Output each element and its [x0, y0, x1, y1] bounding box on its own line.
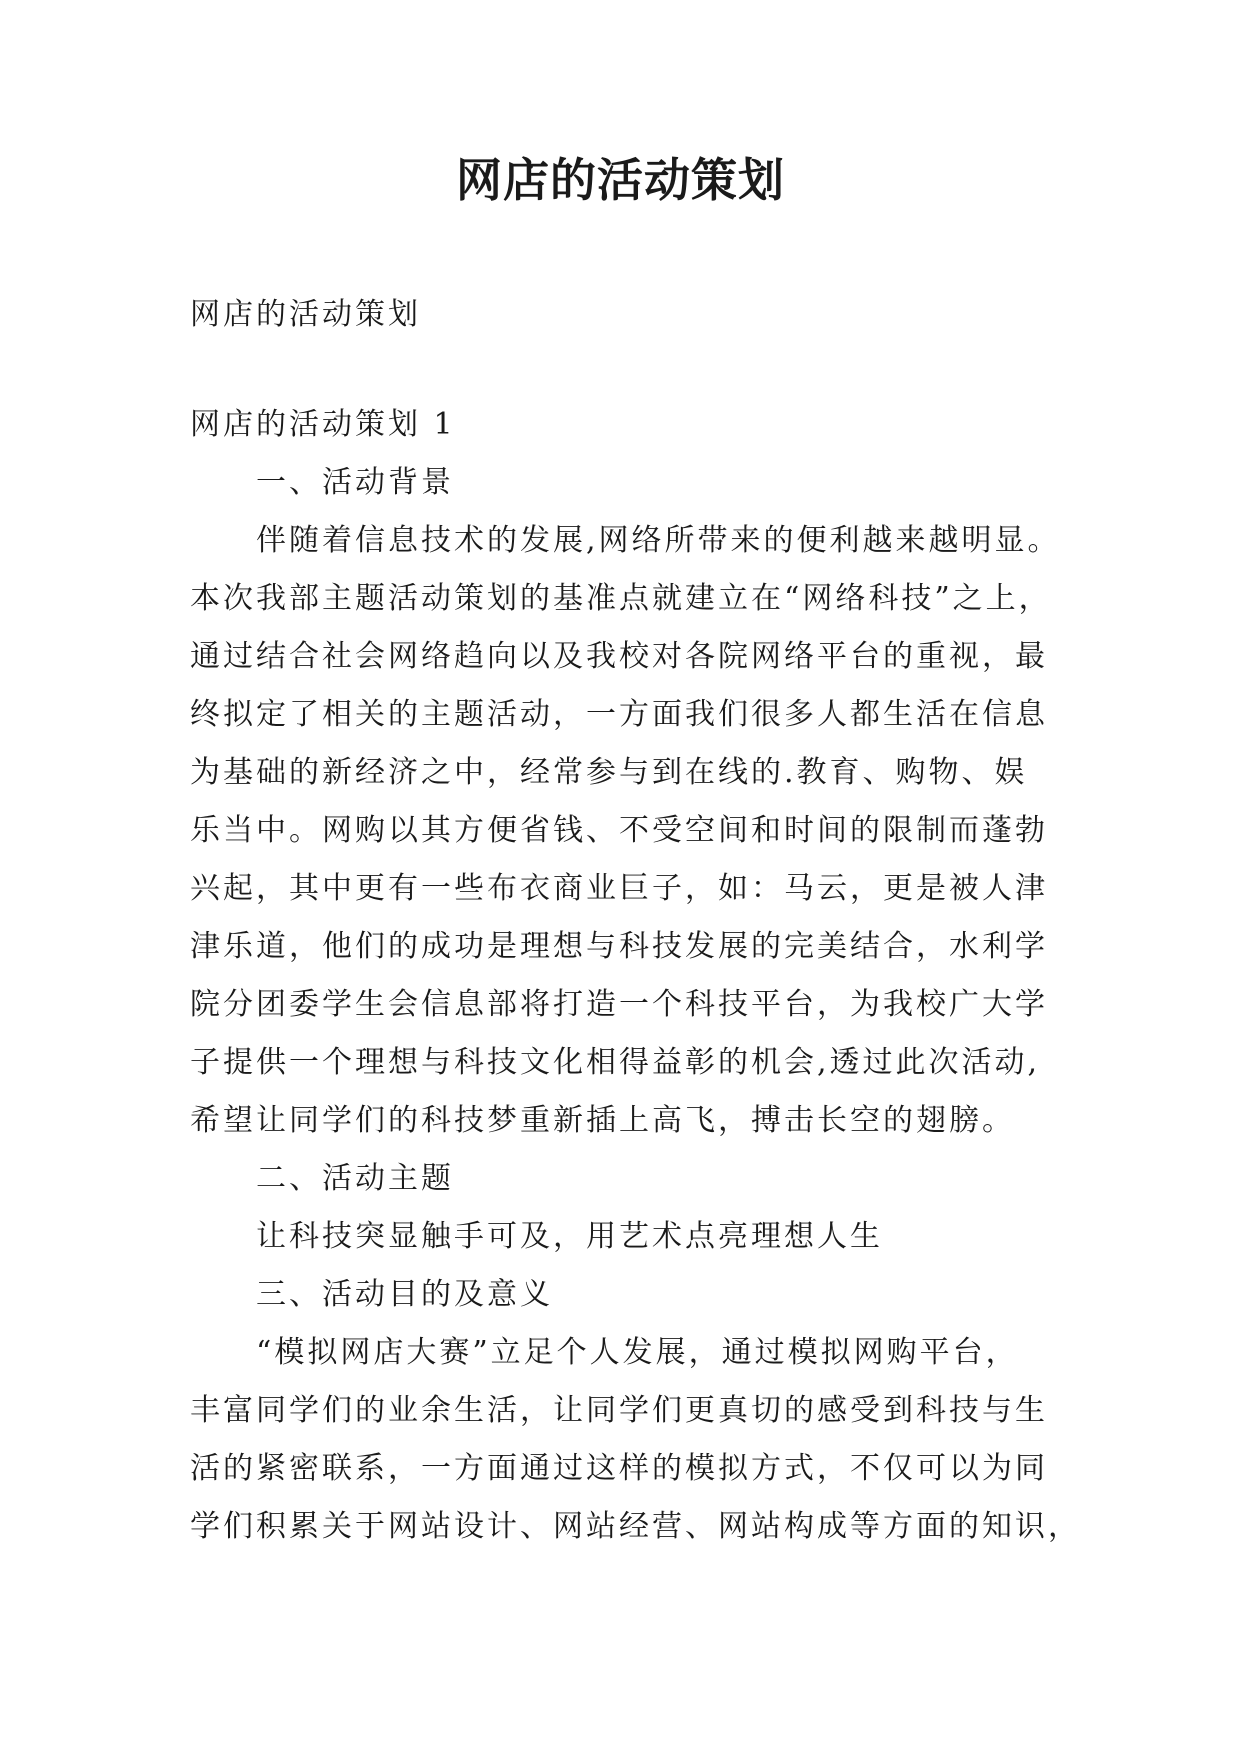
paragraph-line: 伴随着信息技术的发展,网络所带来的便利越来越明显。: [256, 523, 1061, 558]
paragraph-line: 本次我部主题活动策划的基准点就建立在“网络科技”之上，: [190, 581, 1052, 616]
heading-theme: 二、活动主题: [256, 1161, 454, 1196]
paragraph-line: 兴起，其中更有一些布衣商业巨子，如：马云，更是被人津: [190, 871, 1048, 906]
paragraph-line: 津乐道，他们的成功是理想与科技发展的完美结合，水利学: [190, 929, 1048, 964]
paragraph-purpose: [190, 1324, 1081, 1556]
theme-text: 让科技突显触手可及，用艺术点亮理想人生: [256, 1219, 883, 1254]
section-title: 网店的活动策划 1: [190, 407, 456, 442]
paragraph-line: 通过结合社会网络趋向以及我校对各院网络平台的重视，最: [190, 639, 1048, 674]
paragraph-background: [190, 512, 1060, 1150]
paragraph-line: 学们积累关于网站设计、网站经营、网站构成等方面的知识，: [190, 1509, 1081, 1544]
heading-purpose: 三、活动目的及意义: [256, 1277, 553, 1312]
paragraph-line: 院分团委学生会信息部将打造一个科技平台，为我校广大学: [190, 987, 1048, 1022]
paragraph-line: 子提供一个理想与科技文化相得益彰的机会,透过此次活动,: [190, 1045, 1041, 1080]
document-subtitle: 网店的活动策划: [190, 297, 421, 332]
paragraph-line: 终拟定了相关的主题活动，一方面我们很多人都生活在信息: [190, 697, 1048, 732]
document-title: 网店的活动策划: [456, 153, 785, 207]
paragraph-line: “模拟网店大赛”立足个人发展，通过模拟网购平台，: [256, 1335, 1019, 1370]
document-body: [190, 396, 1081, 1556]
paragraph-line: 乐当中。网购以其方便省钱、不受空间和时间的限制而蓬勃: [190, 813, 1048, 848]
paragraph-line: 为基础的新经济之中，经常参与到在线的.教育、购物、娱: [190, 755, 1028, 790]
heading-background: 一、活动背景: [256, 465, 454, 500]
paragraph-line: 活的紧密联系，一方面通过这样的模拟方式，不仅可以为同: [190, 1451, 1048, 1486]
paragraph-line: 希望让同学们的科技梦重新插上高飞，搏击长空的翅膀。: [190, 1103, 1015, 1138]
paragraph-line: 丰富同学们的业余生活，让同学们更真切的感受到科技与生: [190, 1393, 1048, 1428]
